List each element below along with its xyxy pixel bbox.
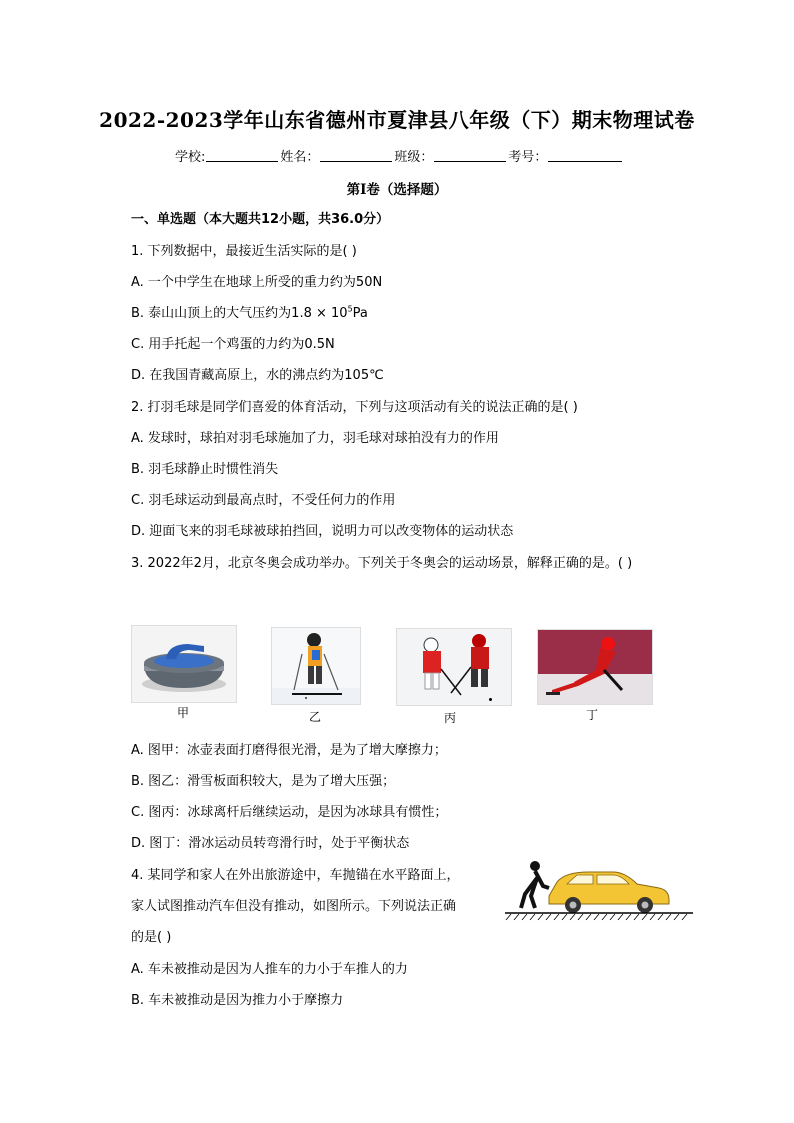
q1-option-a: A. 一个中学生在地球上所受的重力约为50N: [131, 275, 383, 290]
name-label: 姓名：: [280, 150, 320, 165]
q1-option-c: C. 用手托起一个鸡蛋的力约为0.5N: [131, 337, 335, 352]
q4-stem-line2: 家人试图推动汽车但没有推动，如图所示。下列说法正确: [131, 899, 457, 914]
hockey-puck-dot: [489, 698, 492, 701]
q1-option-b-text: B. 泰山山顶上的大气压约为1.8 × 10: [131, 306, 348, 321]
car-push-figure: [505, 858, 695, 922]
q1-option-d: D. 在我国青藏高原上，水的沸点约为105℃: [131, 368, 384, 383]
caption-bing: 丙: [443, 711, 456, 725]
q3-option-c: C. 图丙：冰球离杆后继续运动，是因为冰球具有惯性；: [131, 805, 448, 820]
speed-skater-image: [537, 629, 653, 705]
school-label: 学校:: [175, 150, 206, 165]
class-label: 班级：: [394, 150, 434, 165]
q2-option-d: D. 迎面飞来的羽毛球被球拍挡回，说明力可以改变物体的运动状态: [131, 524, 514, 539]
q1-stem: 1. 下列数据中，最接近生活实际的是( ): [131, 244, 357, 259]
q1-option-b-exponent: 5: [347, 304, 353, 314]
skier-image: [271, 627, 361, 705]
ice-hockey-image: [396, 628, 512, 706]
exam-title: 2022-2023学年山东省德州市夏津县八年级（下）期末物理试卷: [99, 108, 695, 132]
q3-stem: 3. 2022年2月，北京冬奥会成功举办。下列关于冬奥会的运动场景，解释正确的是。( ): [131, 556, 633, 571]
curling-stone-image: [131, 625, 237, 703]
q4-option-a: A. 车未被推动是因为人推车的力小于车推人的力: [131, 962, 408, 977]
section-heading: 一、单选题（本大题共12小题，共36.0分）: [131, 212, 390, 227]
q2-stem: 2. 打羽毛球是同学们喜爱的体育活动，下列与这项活动有关的说法正确的是( ): [131, 400, 578, 415]
q3-option-b: B. 图乙：滑雪板面积较大，是为了增大压强；: [131, 774, 396, 789]
caption-yi: 乙: [308, 710, 321, 724]
exam-no-label: 考号：: [508, 150, 548, 165]
q4-stem-line1: 4. 某同学和家人在外出旅游途中，车抛锚在水平路面上，: [131, 868, 460, 883]
caption-jia: 甲: [176, 706, 189, 720]
school-blank[interactable]: [206, 149, 278, 162]
q4-stem-line3: 的是( ): [131, 930, 172, 945]
caption-ding: 丁: [585, 708, 598, 722]
q1-option-b-unit: Pa: [352, 306, 368, 321]
q1-option-b: [131, 302, 368, 321]
q2-option-b: B. 羽毛球静止时惯性消失: [131, 462, 279, 477]
q2-option-c: C. 羽毛球运动到最高点时，不受任何力的作用: [131, 493, 396, 508]
q3-option-d: D. 图丁：滑冰运动员转弯滑行时，处于平衡状态: [131, 836, 410, 851]
volume-title: 第Ⅰ卷（选择题）: [346, 182, 448, 198]
q2-option-a: A. 发球时，球拍对羽毛球施加了力，羽毛球对球拍没有力的作用: [131, 431, 499, 446]
exam-no-blank[interactable]: [548, 149, 622, 162]
class-blank[interactable]: [434, 149, 506, 162]
name-blank[interactable]: [320, 149, 392, 162]
q4-option-b: B. 车未被推动是因为推力小于摩擦力: [131, 993, 344, 1008]
student-info-row: [175, 146, 624, 165]
q3-option-a: A. 图甲：冰壶表面打磨得很光滑，是为了增大摩擦力；: [131, 743, 447, 758]
